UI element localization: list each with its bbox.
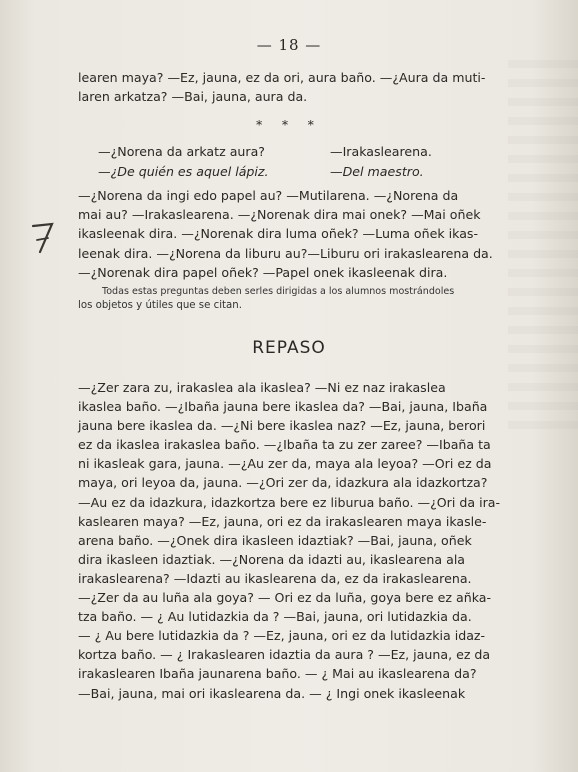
text-line: laren arkatza? —Bai, jauna, aura da.: [78, 89, 308, 105]
text-line: mai au? —Irakaslearena. —¿Norenak dira mai onek? —Mai oñek: [78, 207, 481, 223]
text-line: ni ikasleak gara, jauna. —¿Au zer da, maya ala leyoa? —Ori ez da: [78, 456, 492, 472]
text-line: kortza baño. — ¿ Irakaslearen idaztia da aura ? —Ez, jauna, ez da: [78, 647, 491, 663]
dialog-question-translation: —¿De quién es aquel lápiz.: [98, 163, 269, 179]
text-line: irakaslearen Ibaña jaunarena baño. — ¿ Mai au ikaslearena da?: [78, 666, 477, 682]
dialog-answer-translation: —Del maestro.: [330, 163, 424, 179]
paragraph-2: [78, 186, 526, 282]
text-line: maya, ori leyoa da, jauna. —¿Ori zer da, idazkura ala idazkortza?: [78, 475, 488, 491]
repaso-paragraph: [78, 378, 526, 703]
text-line: —Bai, jauna, mai ori ikaslearena da. — ¿ Ingi onek ikasleenak: [78, 685, 466, 701]
text-line: tza baño. — ¿ Au lutidazkia da ? —Bai, jauna, ori lutidazkia da.: [78, 609, 472, 625]
text-line: kaslearen maya? —Ez, jauna, ori ez da irakaslearen maya ikasle-: [78, 513, 487, 529]
text-line: —Au ez da idazkura, idazkortza bere ez liburua baño. —¿Ori da ira-: [78, 494, 501, 510]
intro-paragraph: [78, 68, 526, 106]
dialog-answer: —Irakaslearena.: [330, 144, 432, 159]
text-line: dira ikasleen idaztiak. —¿Norena da idazti au, ikaslearena ala: [78, 551, 466, 567]
text-line: —¿Zer zara zu, irakaslea ala ikaslea? —Ni ez naz irakaslea: [78, 380, 446, 395]
text-line: ez da ikaslea irakaslea baño. —¿Ibaña ta zu zer zaree? —Ibaña ta: [78, 437, 491, 453]
note-line: los objetos y útiles que se citan.: [78, 300, 242, 311]
section-title: REPASO: [252, 338, 326, 358]
text-line: arena baño. —¿Onek dira ikasleen idaztiak? —Bai, jauna, oñek: [78, 532, 472, 548]
text-line: leenak dira. —¿Norena da liburu au?—Liburu ori irakaslearena da.: [78, 245, 493, 261]
text-line: learen maya? —Ez, jauna, ez da ori, aura baño. —¿Aura da muti-: [78, 70, 486, 85]
dialog-question: —¿Norena da arkatz aura?: [98, 144, 265, 159]
text-line: ikasleenak dira. —¿Norenak dira luma oñek? —Luma oñek ikas-: [78, 226, 479, 242]
text-line: — ¿ Au bere lutidazkia da ? —Ez, jauna, ori ez da lutidazkia idaz-: [78, 628, 486, 644]
instruction-note: [78, 285, 526, 313]
handwritten-margin-mark: [28, 218, 58, 258]
text-line: jauna bere ikaslea da. —¿Ni bere ikaslea naz? —Ez, jauna, berori: [78, 418, 486, 434]
text-line: —¿Norena da ingi edo papel au? —Mutilarena. —¿Norena da: [78, 188, 459, 203]
page-number: — 18 —: [256, 36, 322, 54]
dialog-table: [98, 142, 518, 181]
note-line: Todas estas preguntas deben serles dirigidas a los alumnos mostrándoles: [102, 286, 455, 297]
text-line: ikaslea baño. —¿Ibaña jauna bere ikaslea da? —Bai, jauna, Ibaña: [78, 399, 488, 415]
text-line: —¿Zer da au luña ala goya? — Ori ez da luña, goya bere ez añka-: [78, 590, 492, 606]
dialog-row: [98, 162, 518, 182]
text-line: irakaslearena? —Idazti au ikaslearena da, ez da irakaslearena.: [78, 570, 472, 586]
text-line: —¿Norenak dira papel oñek? —Papel onek ikasleenak dira.: [78, 264, 448, 280]
dialog-row: [98, 142, 518, 162]
section-separator: * * *: [256, 118, 322, 132]
